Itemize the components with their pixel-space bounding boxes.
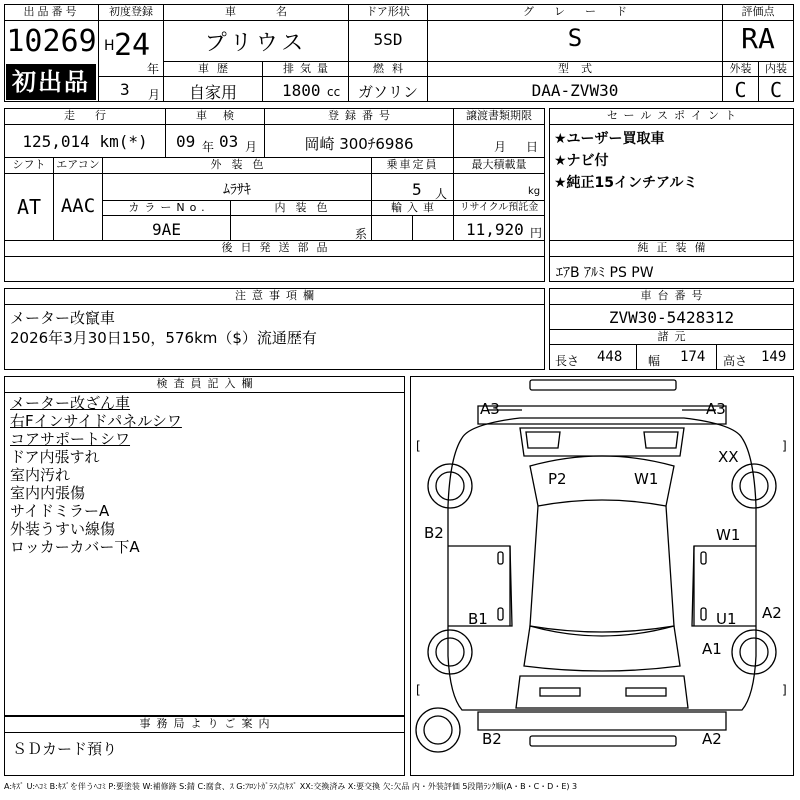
fuel: ガソリン	[357, 83, 418, 101]
month-unit: 月	[148, 88, 161, 102]
length-label: 長さ	[555, 354, 580, 368]
mark-a2-bottom: A2	[702, 730, 722, 748]
office-label: 事務局よりご案内	[139, 717, 276, 730]
shift: AT	[16, 195, 42, 219]
door-type: 5SD	[373, 30, 403, 49]
car-name-label: 車名	[225, 5, 327, 18]
mark-b1: B1	[468, 610, 488, 628]
equipment-label: 純正装備	[637, 241, 714, 254]
history-label: 車歴	[198, 62, 236, 75]
svg-text:]: ]	[782, 439, 787, 453]
svg-text:[: [	[416, 439, 421, 453]
ac: AAC	[60, 195, 96, 217]
equipment: ｴｱB ｱﾙﾐ PS PW	[556, 265, 654, 281]
sales-points-list	[554, 128, 790, 194]
inspector-line: ドア内張すれ	[10, 448, 100, 466]
lot-number-label: 出品番号	[23, 5, 80, 18]
inspector-line: 右Fインサイドパネルシワ	[10, 412, 182, 430]
displacement-unit: cc	[327, 85, 341, 99]
int-grade-label: 内装	[765, 62, 787, 75]
import-label: 輸入車	[391, 201, 439, 214]
ac-label: エアコン	[56, 158, 100, 171]
inspector-line: コアサポートシワ	[10, 430, 131, 448]
inspection-year-unit: 年	[202, 140, 215, 154]
reg-no: 岡崎 300ﾁ6986	[304, 135, 414, 153]
sales-point-item: ★ユーザー買取車	[554, 131, 665, 147]
first-reg-label: 初度登録	[109, 5, 153, 18]
year-unit: 年	[147, 62, 160, 76]
max-load-unit: kg	[528, 186, 541, 197]
first-reg-year: 24	[114, 28, 151, 63]
mark-a2-right: A2	[762, 604, 782, 622]
recycle-unit: 円	[530, 226, 543, 240]
inspection-year: 09	[176, 132, 196, 151]
recycle-label: リサイクル預託金	[459, 202, 539, 213]
width: 174	[680, 349, 706, 365]
inspector-notes	[10, 394, 182, 556]
displacement: 1800	[282, 81, 321, 100]
history: 自家用	[188, 83, 237, 102]
notes-text	[10, 308, 317, 348]
inspector-line: ロッカーカバー下A	[10, 538, 140, 556]
svg-text:[: [	[416, 683, 421, 697]
height: 149	[761, 349, 787, 365]
sales-point-item: ★ナビ付	[554, 153, 609, 169]
later-parts-label: 後日発送部品	[221, 241, 336, 254]
sales-points-label: セールスポイント	[606, 109, 742, 122]
score-label: 評価点	[741, 5, 775, 18]
model-label: 型式	[558, 62, 604, 75]
mark-a1: A1	[702, 640, 722, 658]
grade: S	[567, 24, 583, 52]
mark-xx: XX	[718, 448, 739, 466]
legend: A:ｷｽﾞ U:ﾍｺﾐ B:ｷｽﾞを伴うﾍｺﾐ P:要塗装 W:補修跡 S:錆 C:腐食、ｽ G:ﾌﾛﾝﾄｶﾞﾗｽ点ｷｽﾞ XX:交換済み X:要交換 欠:欠品 内・外装評価 5段階ﾗﾝｸ順(A・B・C・D・E) 3	[4, 782, 578, 791]
transfer-day-unit: 日	[526, 140, 539, 154]
era-prefix: H	[104, 38, 115, 54]
mark-w1-top: W1	[634, 470, 659, 488]
ext-grade-label: 外装	[729, 62, 752, 75]
chassis-label: 車台番号	[640, 289, 709, 302]
reg-no-label: 登録番号	[328, 109, 396, 122]
inspection-month-unit: 月	[245, 140, 258, 154]
transfer-label: 譲渡書類期限	[466, 109, 532, 122]
first-reg-month: 3	[120, 80, 130, 99]
inspector-line: サイドミラーA	[10, 502, 110, 520]
displacement-label: 排気量	[283, 62, 334, 75]
ext-color-label: 外装色	[210, 158, 274, 171]
dims-label: 諸元	[657, 330, 692, 343]
note-line: 2026年3月30日150，576km（$）流通歴有	[10, 329, 317, 347]
int-color-unit: 系	[355, 227, 368, 241]
int-grade: C	[769, 78, 783, 102]
car-diagram-svg	[410, 376, 794, 776]
fuel-label: 燃料	[373, 62, 411, 75]
inspector-line: メーター改ざん車	[10, 394, 131, 412]
door-label: ドア形状	[366, 5, 410, 18]
recycle: 11,920	[466, 220, 524, 239]
inspector-line: 室内内張傷	[10, 484, 86, 502]
capacity: 5	[412, 180, 422, 199]
inspection-label: 車検	[196, 109, 250, 122]
mark-w1-right: W1	[716, 526, 741, 544]
mileage-label: 走行	[64, 109, 126, 122]
mark-b2-left: B2	[424, 524, 444, 542]
inspector-line: 室内汚れ	[10, 466, 71, 484]
mark-a3-right: A3	[706, 400, 726, 418]
office-note: ＳＤカード預り	[12, 740, 118, 758]
note-line: メーター改竄車	[10, 309, 116, 327]
mark-a3-left: A3	[480, 400, 500, 418]
chassis-number: ZVW30-5428312	[608, 308, 735, 327]
color-no: 9AE	[152, 220, 181, 239]
inspector-label: 検査員記入欄	[156, 377, 259, 390]
first-listing-label: 初出品	[12, 68, 90, 96]
score: RA	[741, 22, 775, 55]
car-name: プリウス	[204, 31, 308, 56]
shift-label: シフト	[12, 158, 46, 171]
capacity-label: 乗車定員	[386, 158, 439, 171]
mileage: 125,014 km(*)	[22, 132, 148, 151]
lot-number: 10269	[6, 24, 97, 59]
color-no-label: カラーNo.	[128, 201, 210, 214]
mark-p2: P2	[548, 470, 567, 488]
notes-label: 注意事項欄	[235, 289, 320, 302]
grade-label: グレード	[523, 5, 647, 18]
sales-point-item: ★純正15インチアルミ	[554, 175, 698, 191]
mark-u1: U1	[716, 610, 737, 628]
int-color-label: 内装色	[274, 201, 338, 214]
length: 448	[597, 349, 623, 365]
svg-text:]: ]	[782, 683, 787, 697]
mark-b2-bottom: B2	[482, 730, 502, 748]
width-label: 幅	[648, 354, 661, 368]
height-label: 高さ	[723, 354, 748, 368]
inspector-line: 外装うすい線傷	[10, 520, 116, 538]
inspection-month: 03	[219, 132, 239, 151]
ext-color: ﾑﾗｻｷ	[223, 182, 251, 198]
ext-grade: C	[734, 78, 747, 102]
transfer-month-unit: 月	[494, 140, 507, 154]
capacity-unit: 人	[435, 187, 448, 201]
model: DAA-ZVW30	[531, 81, 619, 100]
max-load-label: 最大積載量	[471, 158, 527, 171]
